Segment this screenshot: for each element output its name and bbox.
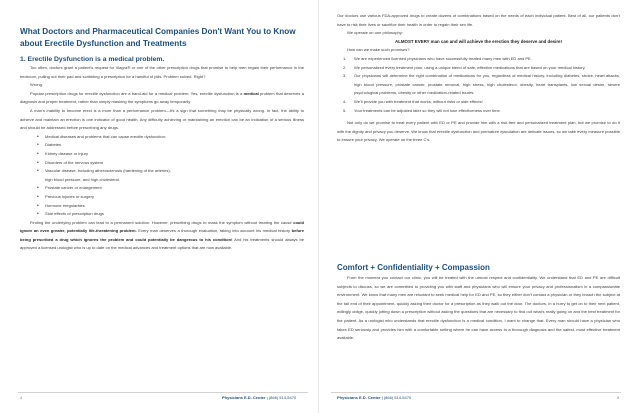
paragraph: Our doctors use various FDA-approved drugs to create dozens of combinations based on the needs of each individual patient. Best of all, our patients don't have to risk their lives or sacrifice their health in order to regain their sex life. <box>337 13 620 27</box>
paragraph: Finding the underlying problem can lead to a permanent solution. However, prescribing drugs to mask the symptom without treating the cause could ignore an even greater, potentially life-threatening problem. Every man deserves a thorough evaluation, taking into account his medical history before being prescribed a drug which ignores the problem and could potentially be dangerous to his condition! And his treatments should always be approved a licensed urologist who is up to date on the medical advances and treatment options that are now available. <box>20 219 304 251</box>
list-item: • Diabetes <box>37 141 304 150</box>
list-item: • Kidney disease or injury <box>37 150 304 159</box>
list-item: 1. We are experienced licensed physicians who have successfully treated many men with ED and PE. <box>343 55 532 61</box>
footer-divider <box>18 392 308 393</box>
page-title: What Doctors and Pharmaceutical Companies Don't Want You to Know about Erectile Dysfunction and Treatments <box>20 27 296 48</box>
paragraph: Too often, doctors grant a patient's request for Viagra® or one of the other prescription drugs that promise to help men regain their performance in the bedroom, pulling out their pad and scribbling a prescription for a handful of pills. Problem solved. Right? <box>20 65 304 79</box>
list-item: 4. We'll provide you with treatment that works, without risks or side effects! <box>343 98 483 104</box>
list-item: • Vascular disease, including atherosclerosis (hardening of the arteries), <box>37 167 304 176</box>
paragraph: We operate on one philosophy: <box>347 30 403 36</box>
list-item: 2. We personalized every treatment plan, using a unique blend of safe, effective medications that are based on your medical history. <box>343 64 586 70</box>
left-body-column <box>20 64 304 253</box>
paragraph: From the moment you contact our clinic, you will be treated with the utmost respect and confidentiality. We understand that ED and PE are difficult subjects to discuss, so we are committed to providing you with staff and physicians who will ensure your privacy and professionalism in a compassionate environment. We know that many men are reluctant to seek medical help for ED and PE, so they either don't contact a physician or they broach the subject at the tail end of their appointment, quickly asking their doctor for a prescription as they walk out the door. The doctors, in a hurry to get on to their next patient, willingly oblige, quickly jotting down a prescription without asking the questions that are necessary to find out what's really going on and the best treatment for the patient. As a urologist who understands that erectile dysfunction is a medical condition, I want to change that. Every man should have a physician who takes ED seriously and provides him with a comfortable setting where he can have access to a thorough diagnosis and the safest, most effective treatment available. <box>337 275 620 341</box>
list-item: • Prostate cancer or enlargement <box>37 184 304 193</box>
footer-divider <box>331 392 621 393</box>
paragraph: Wrong. <box>30 82 43 88</box>
list-item: 5. Your treatments can be adjusted later so they will not lose effectiveness over time. <box>343 107 501 113</box>
list-item: 3. Our physicians will determine the right combination of medications for you, regardless of medical history, including diabetes, stroke, heart attacks, high blood pressure, prostate cancer, prostate removal, high stress, high cholesterol, obesity, heart transplants, low sexual desire, severe psychological problems, obesity or other medication-related issues. <box>343 73 620 96</box>
paragraph: Popular prescription drugs for erectile dysfunction are a band-aid for a medical problem. Yes, erectile dysfunction is a medical problem that deserves a diagnosis and proper treatment, rather than simply masking the symptoms go away temporarily. <box>20 90 304 105</box>
list-item: • Medical diseases and problems that can cause erectile dysfunction: <box>37 133 304 142</box>
paragraph: How can we make such promises? <box>347 47 410 53</box>
promises-list <box>343 55 620 115</box>
right-body-column-lower <box>337 274 620 343</box>
paragraph: Not only do we promise to treat every patient with ED or PE and provide him with a risk-free and personalized treatment plan, but we promise to do it with the dignity and privacy you deserve. We know that erectile dysfunction and premature ejaculation are delicate issues, so we take every measure possible to ensure your privacy. We operate on the three C's: <box>337 120 620 143</box>
list-item: • Disorders of the nervous system <box>37 159 304 168</box>
list-item: • Hormone irregularities <box>37 202 304 211</box>
section-heading-medical-problem: 1. Erectile Dysfunction is a medical problem. <box>20 56 165 63</box>
right-body-column <box>337 12 620 145</box>
page-number: 5 <box>617 395 620 400</box>
section-heading-three-cs: Comfort + Confidentiality + Compassion <box>337 263 490 272</box>
paragraph: A man's inability to become erect is a more than a performance problem—it's a sign that something may be physically wrong. In fact, the ability to achieve and maintain an erection is one indicator of good health. Any difficulty achieving or maintaining an erection can be an indication of a serious illness and should be addressed before prescribing any drugs. <box>20 107 304 131</box>
footer-brand: Physicians E.D. Center | (866) 514-5470 <box>222 395 297 400</box>
page-number: 4 <box>20 395 23 400</box>
footer-brand: Physicians E.D. Center | (866) 514-5470 <box>337 395 412 400</box>
philosophy-statement: ALMOST EVERY man can and will achieve the erection they deserve and desire! <box>395 38 562 44</box>
list-item-continuation: high blood pressure, and high cholesterol. <box>45 176 121 182</box>
list-item: • Previous injuries or surgery <box>37 193 304 202</box>
disease-list <box>37 133 304 219</box>
list-item: • Side effects of prescription drugs <box>37 210 304 219</box>
